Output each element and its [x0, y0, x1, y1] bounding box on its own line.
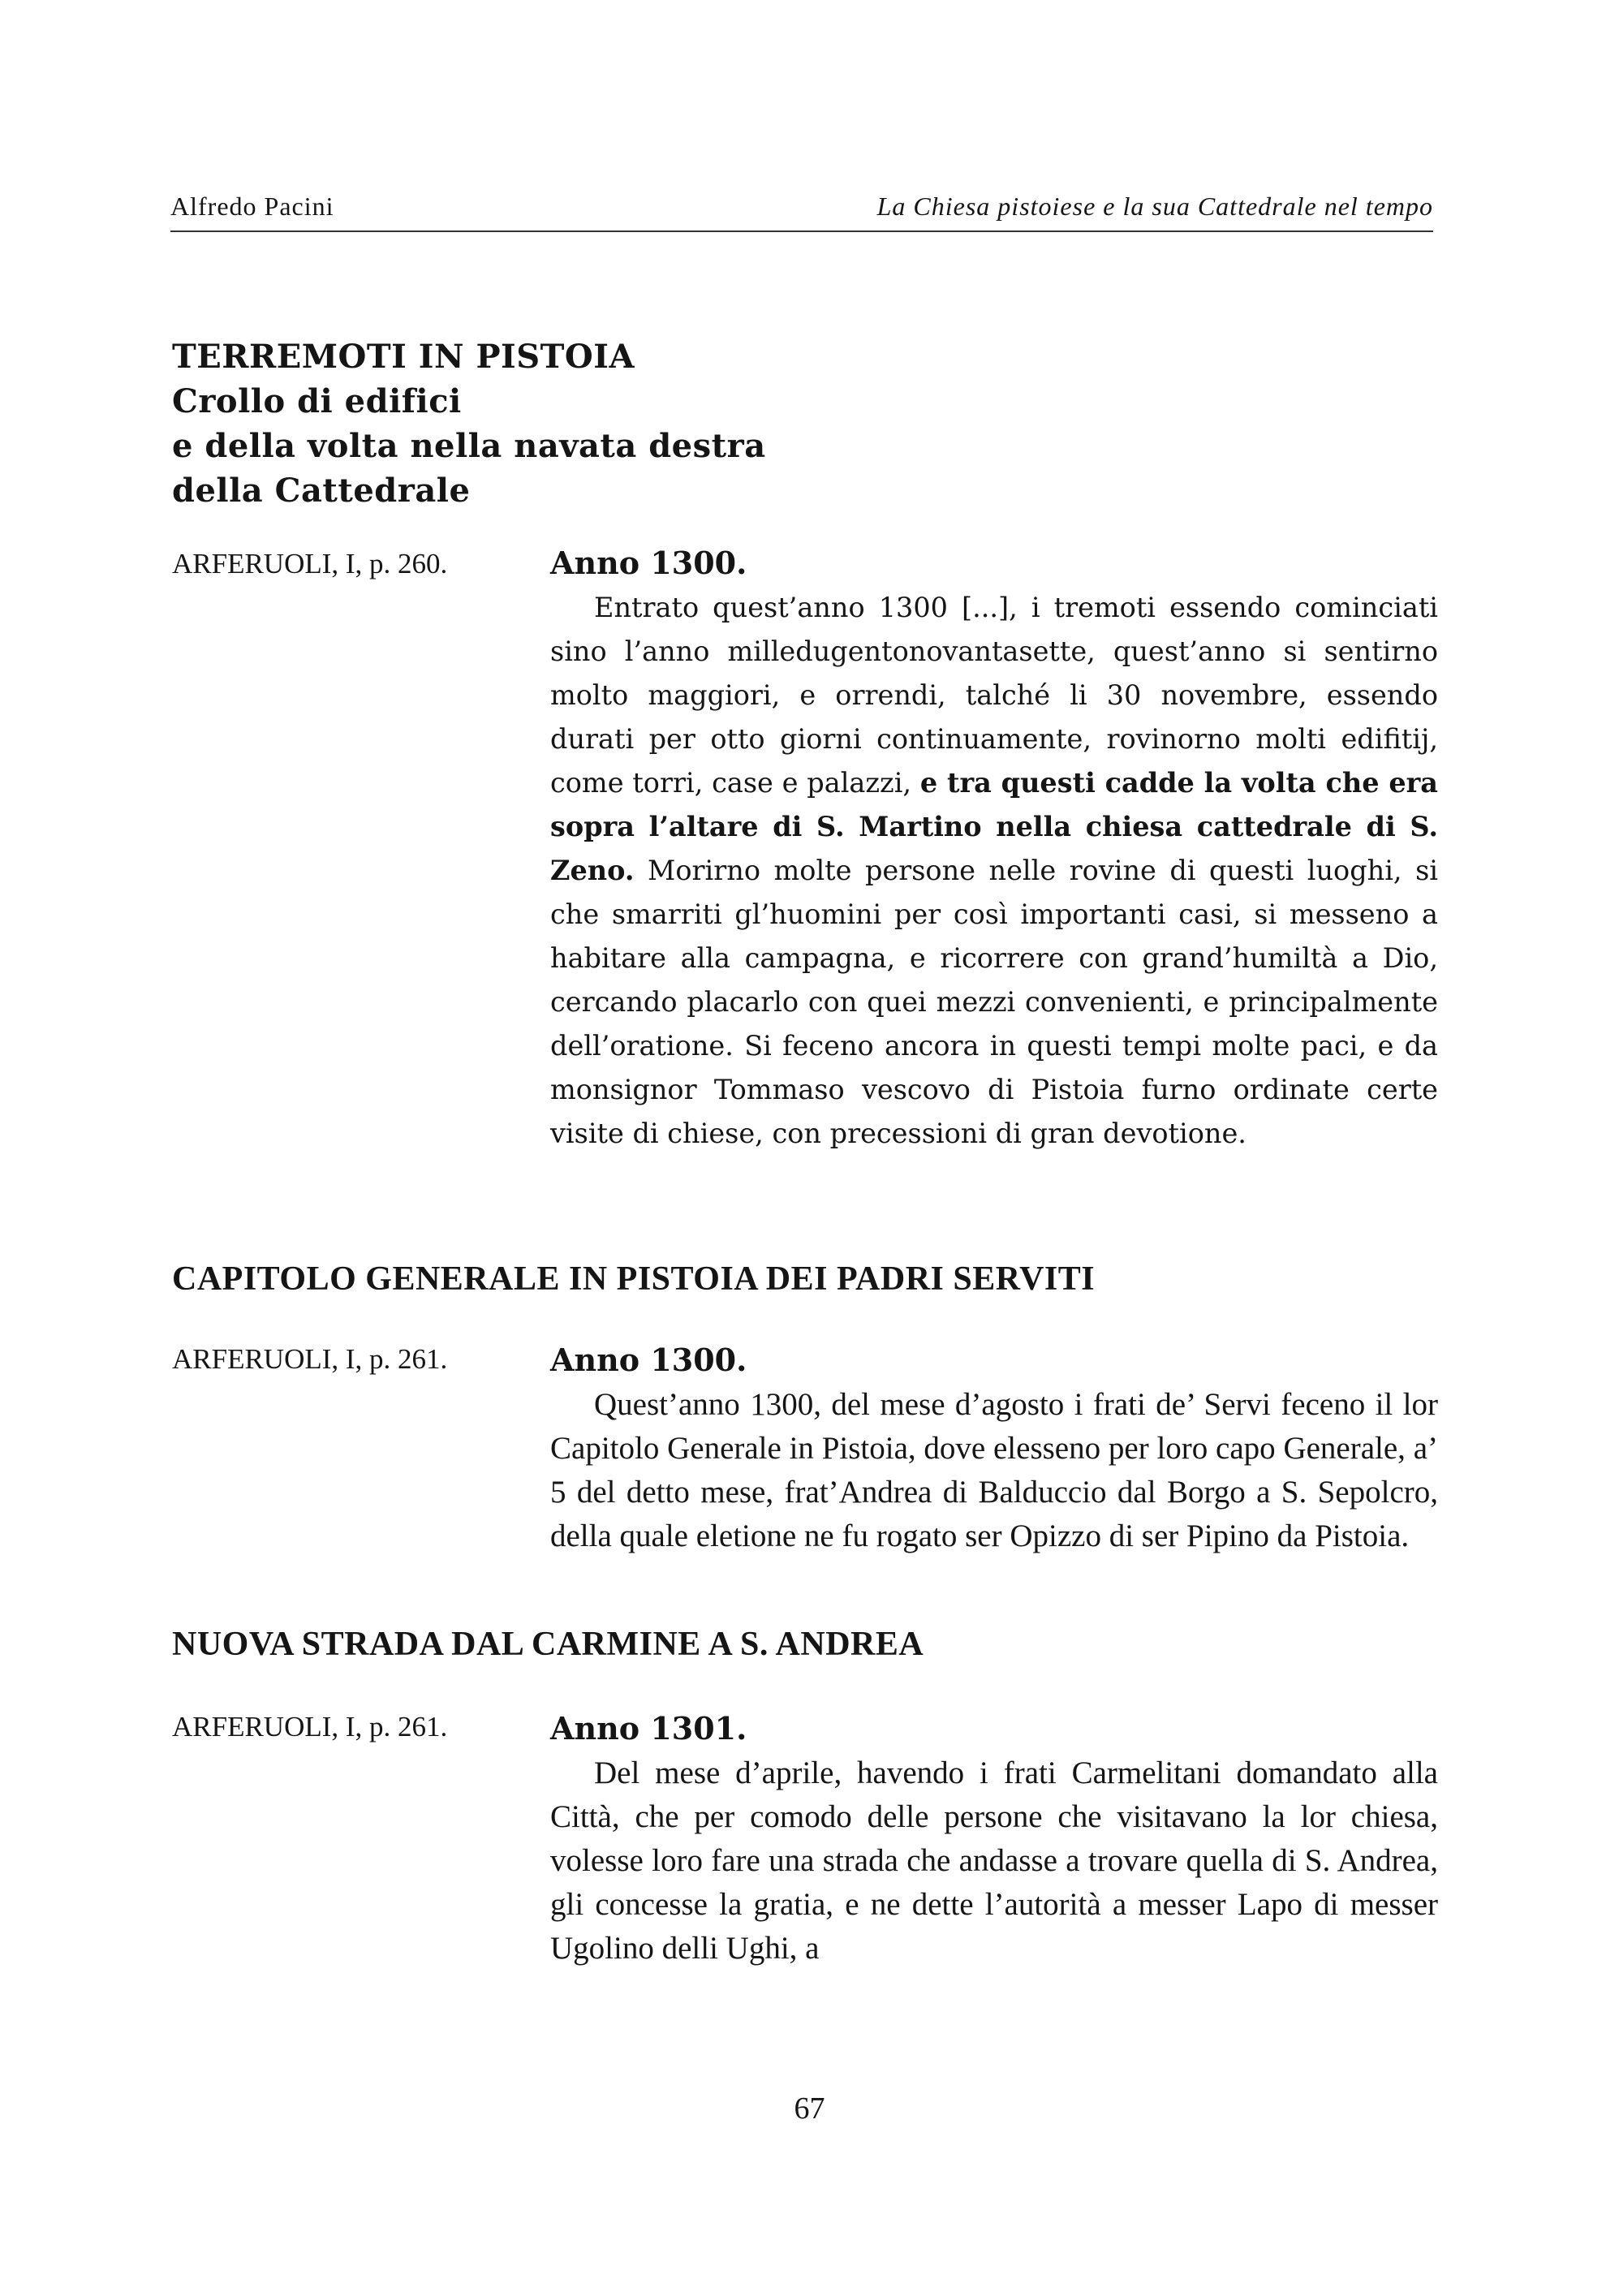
- entry-year: Anno 1300.: [550, 545, 747, 581]
- source-reference: ARFERUOLI, I, p. 260.: [172, 548, 448, 579]
- section-heading: CAPITOLO GENERALE IN PISTOIA DEI PADRI SERVITI: [172, 1260, 1096, 1298]
- source-reference: ARFERUOLI, I, p. 261.: [172, 1711, 448, 1742]
- entry-text: [550, 586, 1438, 1156]
- page-number: 67: [794, 2091, 825, 2126]
- section-title-line: Crollo di edifici: [172, 382, 462, 420]
- header-author: Alfredo Pacini: [170, 192, 334, 221]
- chronicle-entry: [550, 1706, 1438, 1971]
- entry-text-emphasis: e tra questi cadde la volta che era sopra l’altare di S. Martino nella chiesa cattedrale di S. Zeno.: [550, 767, 1438, 886]
- entry-text: Quest’anno 1300, del mese d’agosto i frati de’ Servi feceno il lor Capitolo Generale in Pistoia, dove elesseno per loro capo Generale, a’ 5 del detto mese, frat’Andrea di Balduccio dal Borgo a S. Sepolcro, della quale eletione ne fu rogato ser Opizzo di ser Pipino da Pistoia.: [550, 1387, 1438, 1553]
- chronicle-entry: [550, 1338, 1438, 1558]
- entry-year: Anno 1301.: [550, 1710, 747, 1747]
- section-title-line: e della volta nella navata destra: [172, 427, 766, 465]
- section-heading: NUOVA STRADA DAL CARMINE A S. ANDREA: [172, 1626, 924, 1663]
- running-header: [170, 192, 1433, 232]
- entry-text-part: Morirno molte persone nelle rovine di questi luoghi, si che smarriti gl’huomini per così importanti casi, si messeno a habitare alla campagna, e ricorrere con grand’humiltà a Dio, cercando placarlo con quei mezzi convenienti, e principalmente dell’oratione. Si feceno ancora in questi tempi molte paci, e da monsignor Tommaso vescovo di Pistoia furno ordinate certe visite di chiese, con precessioni di gran devotione.: [550, 855, 1438, 1149]
- header-book-title: La Chiesa pistoiese e la sua Cattedrale nel tempo: [876, 192, 1433, 221]
- source-reference: ARFERUOLI, I, p. 261.: [172, 1343, 448, 1375]
- chronicle-entry: [550, 541, 1438, 1156]
- entry-text-part: Entrato quest’anno 1300 [...], i tremoti essendo cominciati sino l’anno milledugentonovantasette, quest’anno si sentirno molto maggiori, e orrendi, talché li 30 novembre, essendo durati per otto giorni continuamente, rovinorno molti edifitij, come torri, case e palazzi,: [550, 592, 1438, 799]
- section-title-line: della Cattedrale: [172, 472, 471, 510]
- entry-year: Anno 1300.: [550, 1342, 747, 1378]
- section-title-line: TERREMOTI IN PISTOIA: [172, 338, 635, 376]
- entry-text: Del mese d’aprile, havendo i frati Carmelitani domandato alla Città, che per comodo delle persone che visitavano la lor chiesa, volesse loro fare una strada che andasse a trovare quella di S. Andrea, gli concesse la gratia, e ne dette l’autorità a messer Lapo di messer Ugolino delli Ughi, a: [550, 1755, 1438, 1966]
- section-title-terremoti: [172, 334, 766, 513]
